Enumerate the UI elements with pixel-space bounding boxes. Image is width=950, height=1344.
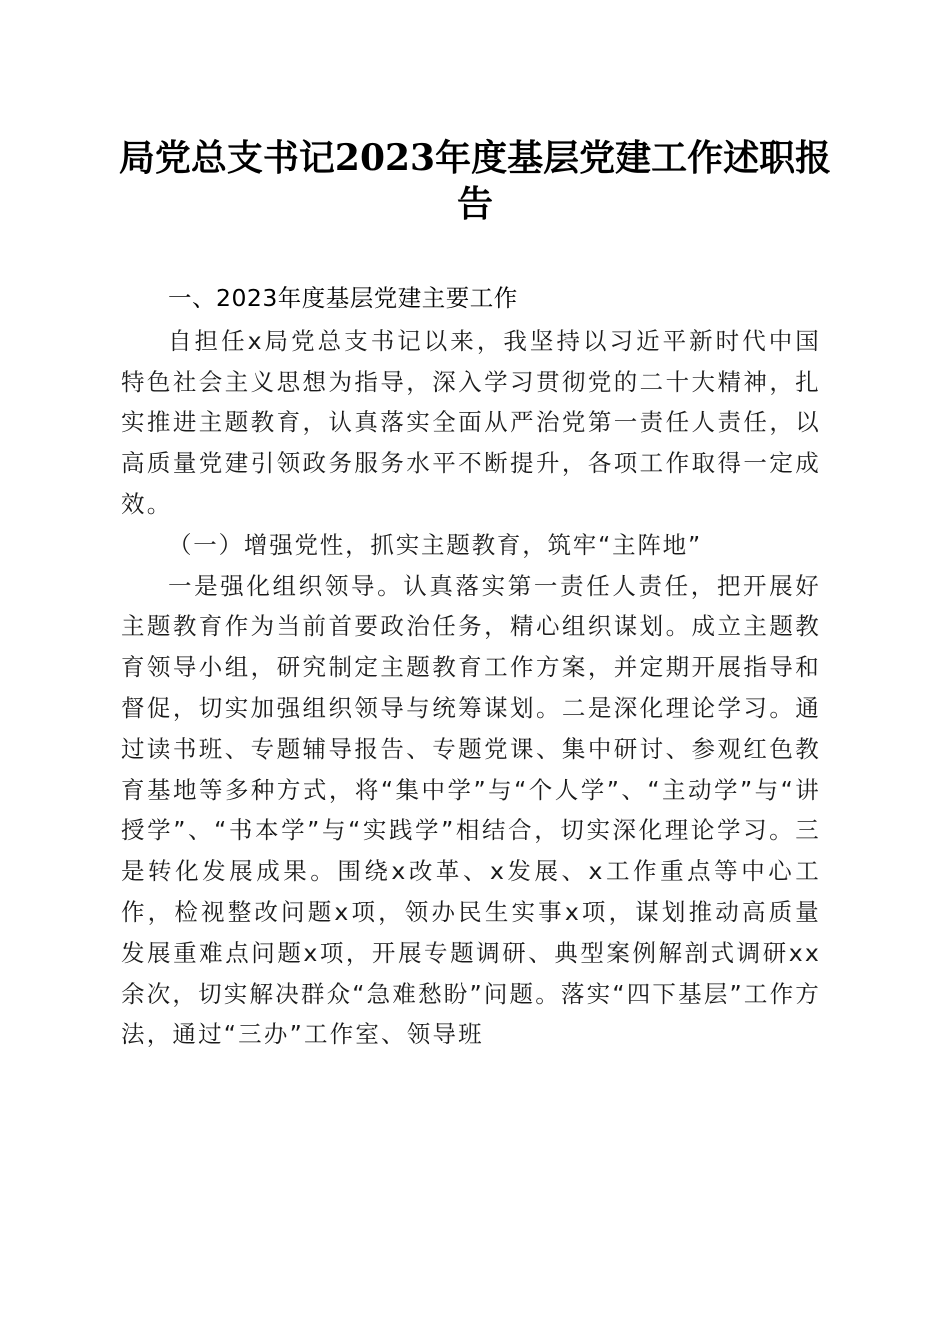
section-heading: 一、2023年度基层党建主要工作 bbox=[168, 284, 518, 312]
document-body bbox=[121, 278, 821, 1055]
document-title: 局党总支书记2023年度基层党建工作述职报告 bbox=[118, 137, 832, 225]
subsection-paragraph: 一是强化组织领导。认真落实第一责任人责任，把开展好主题教育作为当前首要政治任务，精心组织谋划。成立主题教育领导小组，研究制定主题教育工作方案，并定期开展指导和督促，切实加强组织领导与统筹谋划。二是深化理论学习。通过读书班、专题辅导报告、专题党课、集中研讨、参观红色教育基地等多种方式，将“集中学”与“个人学”、“主动学”与“讲授学”、“书本学”与“实践学”相结合，切实深化理论学习。三是转化发展成果。围绕x改革、x发展、x工作重点等中心工作，检视整改问题x项，领办民生实事x项，谋划推动高质量发展重难点问题x项，开展专题调研、典型案例解剖式调研xx余次，切实解决群众“急难愁盼”问题。落实“四下基层”工作方法，通过“三办”工作室、领导班 bbox=[121, 571, 821, 1049]
subsection-heading: （一）增强党性，抓实主题教育，筑牢“主阵地” bbox=[168, 530, 702, 559]
intro-paragraph: 自担任x局党总支书记以来，我坚持以习近平新时代中国特色社会主义思想为指导，深入学习贯彻党的二十大精神，扎实推进主题教育，认真落实全面从严治党第一责任人责任，以高质量党建引领政务服务水平不断提升，各项工作取得一定成效。 bbox=[121, 326, 821, 518]
